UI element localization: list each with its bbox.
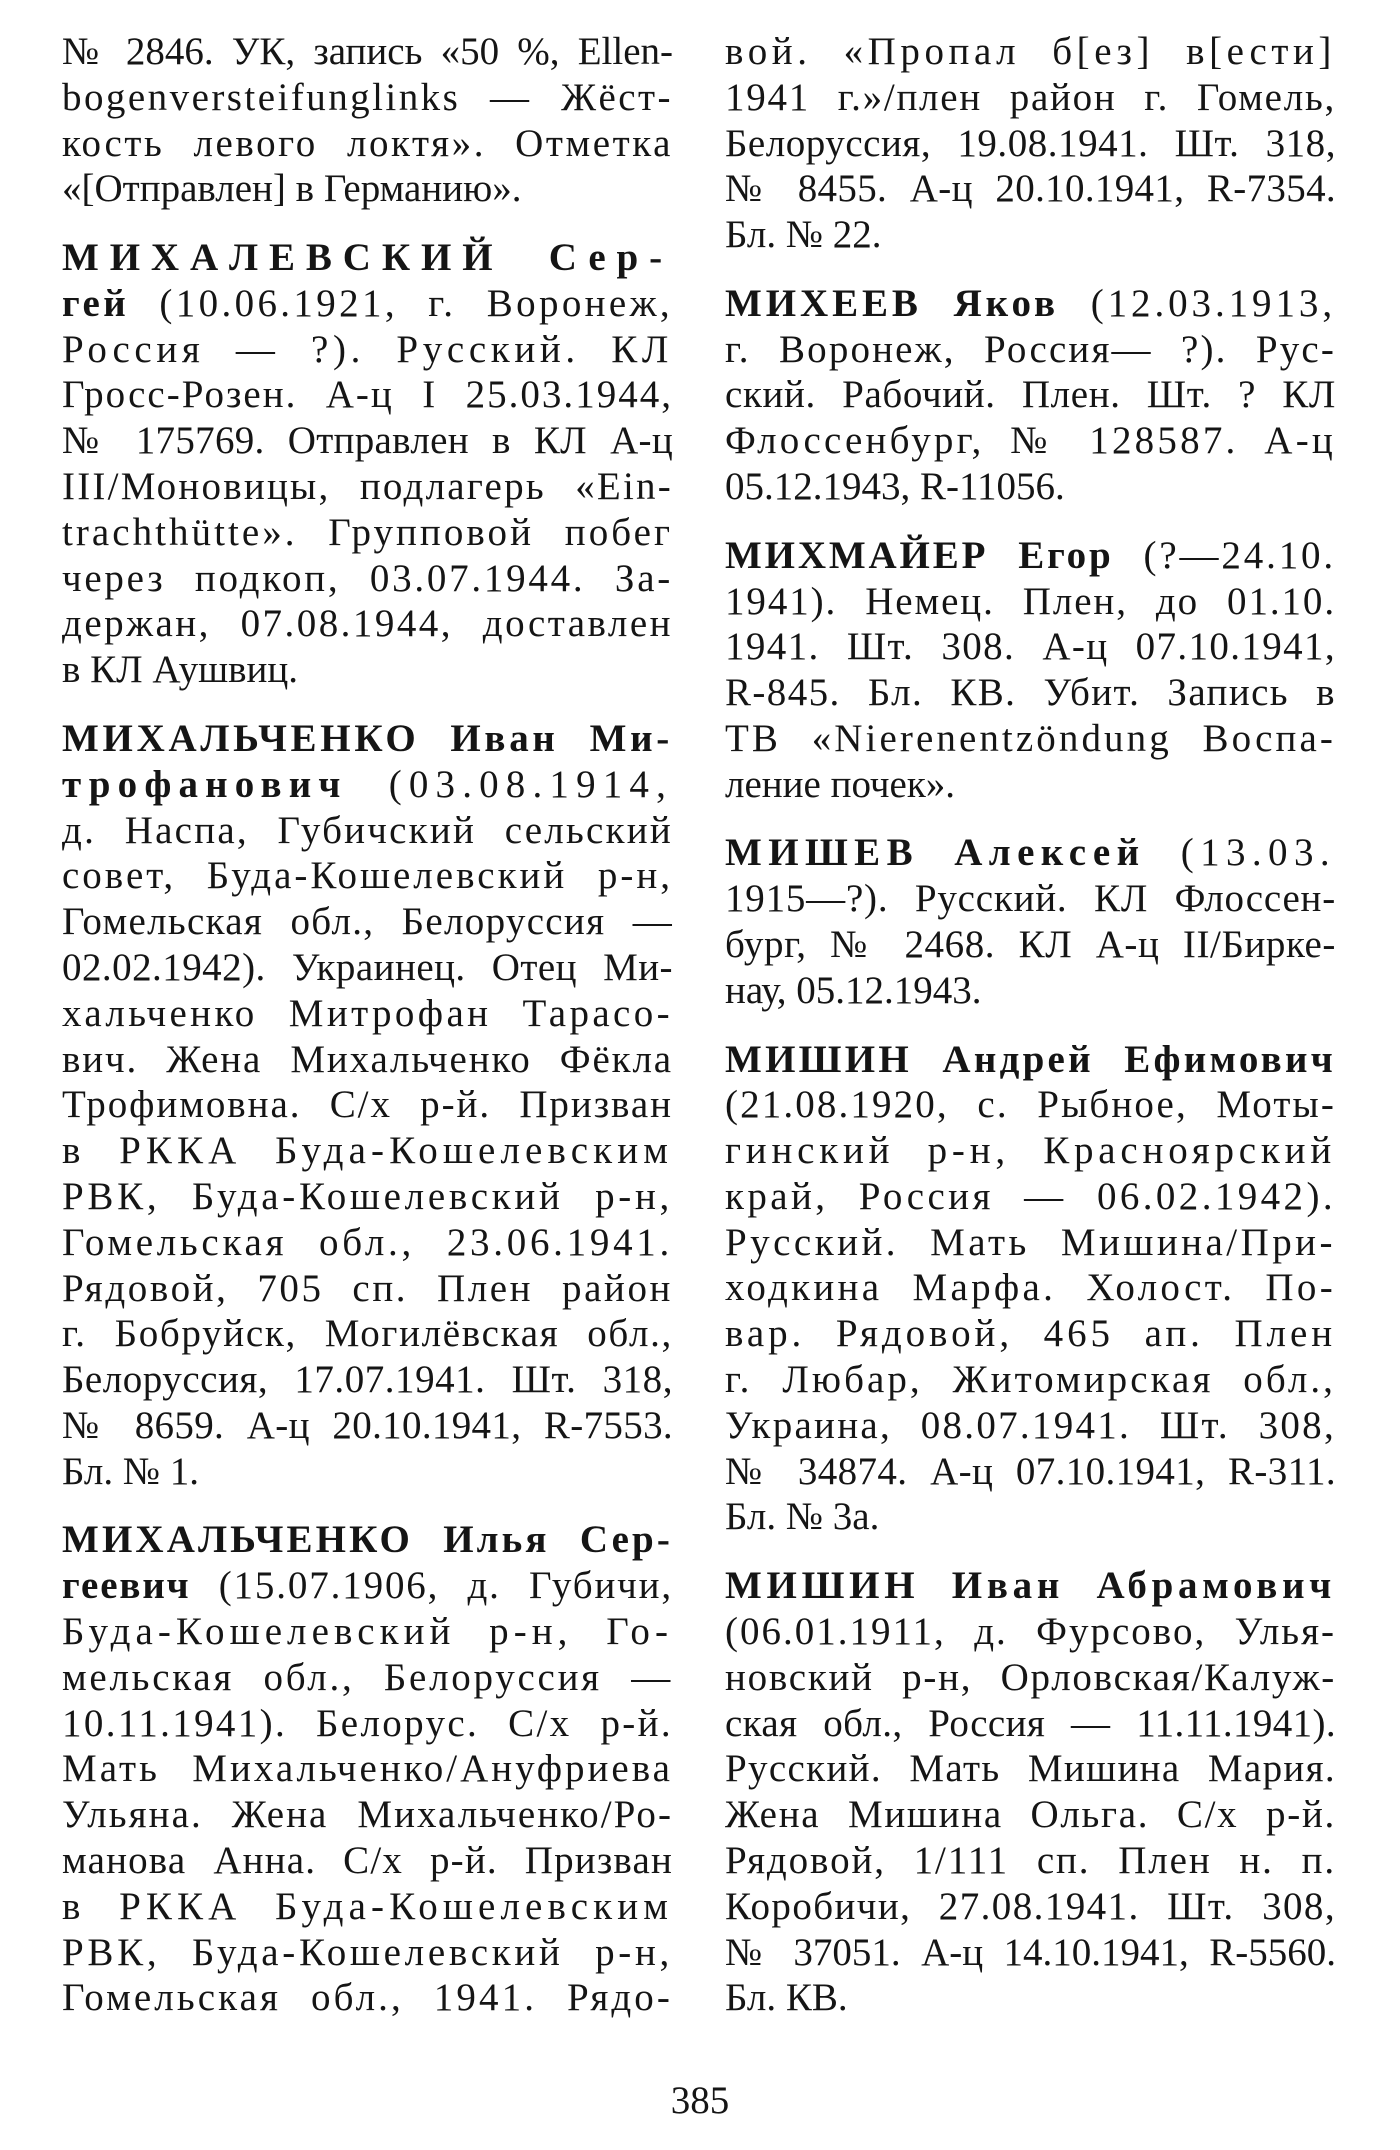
text-line [62, 945, 673, 991]
text-line [62, 1838, 673, 1884]
entry-text: trachthütte». Групповой побег [62, 510, 673, 554]
text-line [62, 899, 673, 945]
entry-name: МИШИН Иван Абрамович [725, 1564, 1336, 1608]
text-line [62, 1701, 673, 1747]
text-line [725, 670, 1336, 716]
text-line [62, 464, 673, 510]
left-column [62, 29, 673, 2021]
text-line [725, 327, 1336, 373]
entry-text: Гомельская обл., 1941. Рядо- [62, 1976, 673, 2020]
text-line [725, 533, 1336, 579]
entry-name: геевич [62, 1564, 191, 1608]
text-line [725, 1975, 1336, 2021]
text-line [62, 1746, 673, 1792]
entry-text: (21.08.1920, с. Рыбное, Моты- [725, 1083, 1336, 1127]
entry-text: Русский. Мать Мишина Мария. [725, 1747, 1336, 1791]
text-line [62, 281, 673, 327]
entry-text: № 34874. А-ц 07.10.1941, R-311. [725, 1449, 1336, 1493]
text-line [62, 1930, 673, 1976]
text-line [725, 1609, 1336, 1655]
entry-text: ТВ «Nierenentzöndung Воспа- [725, 716, 1336, 760]
entry-text: ская обл., Россия — 11.11.1941). [725, 1701, 1336, 1745]
entry [62, 235, 673, 693]
entry-text: г. Воронеж, Россия— ?). Рус- [725, 327, 1336, 371]
text-line [725, 1884, 1336, 1930]
entry-text: Россия — ?). Русский. КЛ [62, 327, 673, 371]
entry-text: Буда-Кошелевский р-н, Го- [62, 1609, 673, 1653]
entry-text: вич. Жена Михальченко Фёкла [62, 1037, 673, 1081]
entry-text: через подкоп, 03.07.1944. За- [62, 556, 673, 600]
entry-name: МИШЕВ Алексей [725, 831, 1146, 875]
entry-text: Мать Михальченко/Ануфриева [62, 1747, 673, 1791]
text-line [62, 29, 673, 75]
text-line [62, 762, 673, 808]
text-line [725, 1701, 1336, 1747]
entry-text: гинский р-н, Красноярский [725, 1129, 1336, 1173]
text-line [725, 1082, 1336, 1128]
entry-text: (10.06.1921, г. Воронеж, [129, 281, 673, 325]
text-line [725, 876, 1336, 922]
text-line [725, 579, 1336, 625]
entry-text: Флоссенбург, № 128587. А-ц [725, 419, 1336, 463]
page-number: 385 [670, 2079, 730, 2122]
entry-text: Рядовой, 705 сп. Плен район [62, 1266, 673, 1310]
entry-text: № 37051. А-ц 14.10.1941, R-5560. [725, 1930, 1336, 1974]
text-line [725, 1265, 1336, 1311]
entry-text: Русский. Мать Мишина/При- [725, 1220, 1336, 1264]
text-line [62, 1884, 673, 1930]
text-line [725, 1037, 1336, 1083]
text-line [62, 1975, 673, 2021]
right-column [725, 29, 1336, 2021]
text-line [62, 121, 673, 167]
entry-text: 05.12.1943, R-11056. [725, 465, 1065, 509]
text-line [62, 556, 673, 602]
entry-text: край, Россия — 06.02.1942). [725, 1174, 1336, 1218]
text-line [725, 1792, 1336, 1838]
text-line [62, 1220, 673, 1266]
entry [725, 1563, 1336, 2021]
text-line [62, 1563, 673, 1609]
entry [62, 1517, 673, 2021]
entry-text: «[Отправлен] в Германию». [62, 167, 522, 211]
text-line [62, 1449, 673, 1495]
entry-text: кость левого локтя». Отметка [62, 121, 673, 165]
text-line [62, 372, 673, 418]
text-line [725, 968, 1336, 1014]
entry-text: Гомельская обл., Белоруссия — [62, 900, 673, 944]
text-line [725, 166, 1336, 212]
entry-text: (06.01.1911, д. Фурсово, Улья- [725, 1609, 1336, 1653]
text-line [725, 1930, 1336, 1976]
text-line [62, 1609, 673, 1655]
entry-text: № 8659. А-ц 20.10.1941, R-7553. [62, 1403, 673, 1447]
text-line [62, 1403, 673, 1449]
entry-name: МИХАЛЬЧЕНКО Иван Ми- [62, 716, 673, 760]
entry-text: III/Моновицы, подлагерь «Ein- [62, 465, 673, 509]
entry-text: № 2846. УК, запись «50 %, Ellen- [62, 30, 673, 73]
entry-name: МИХЕЕВ Яков [725, 281, 1059, 325]
entry [725, 533, 1336, 808]
entry-text: нау, 05.12.1943. [725, 968, 982, 1012]
text-line [725, 1449, 1336, 1495]
entry-text: Коробичи, 27.08.1941. Шт. 308, [725, 1884, 1336, 1928]
entry-text: Украина, 08.07.1941. Шт. 308, [725, 1403, 1336, 1447]
entry-text: (15.07.1906, д. Губичи, [190, 1564, 673, 1608]
entry-text: R-845. Бл. КВ. Убит. Запись в [725, 671, 1336, 715]
text-line [725, 372, 1336, 418]
text-line [725, 281, 1336, 327]
text-line [725, 1128, 1336, 1174]
entry-text: (03.08.1914, [347, 762, 673, 806]
text-line [62, 808, 673, 854]
text-line [725, 1311, 1336, 1357]
text-line [62, 1792, 673, 1838]
entry-text: вой. «Пропал б[ез] в[ести] [725, 30, 1336, 73]
text-line [62, 601, 673, 647]
text-line [62, 991, 673, 1037]
entry-text: 1941. Шт. 308. А-ц 07.10.1941, [725, 625, 1336, 669]
entry-name: МИХАЛЬЧЕНКО Илья Сер- [62, 1518, 673, 1562]
text-line [725, 464, 1336, 510]
text-line [725, 29, 1336, 75]
entry-text: № 8455. А-ц 20.10.1941, R-7354. [725, 167, 1336, 211]
text-line [62, 1082, 673, 1128]
entry-text: бург, № 2468. КЛ А-ц II/Бирке- [725, 923, 1336, 967]
entry-text: РВК, Буда-Кошелевский р-н, [62, 1174, 673, 1218]
entry-text: ление почек». [725, 762, 956, 806]
entry-text: 02.02.1942). Украинец. Отец Ми- [62, 945, 673, 989]
text-line [62, 510, 673, 556]
text-line [725, 1563, 1336, 1609]
entry-text: Бл. № 3а. [725, 1495, 880, 1539]
entry-text: bogenversteifunglinks — Жёст- [62, 75, 673, 119]
entry-text: держан, 07.08.1944, доставлен [62, 602, 673, 646]
text-line [725, 1494, 1336, 1540]
text-line [62, 75, 673, 121]
entry-text: 1915—?). Русский. КЛ Флоссен- [725, 877, 1336, 921]
entry-text: г. Бобруйск, Могилёвская обл., [62, 1312, 673, 1356]
text-line [725, 1838, 1336, 1884]
text-line [725, 1403, 1336, 1449]
text-line [725, 762, 1336, 808]
entry-text: Бл. № 1. [62, 1449, 200, 1493]
entry-text: Белоруссия, 17.07.1941. Шт. 318, [62, 1358, 673, 1402]
text-line [725, 1746, 1336, 1792]
entry-text: РВК, Буда-Кошелевский р-н, [62, 1930, 673, 1974]
entry-text: д. Наспа, Губичский сельский [62, 808, 673, 852]
text-line [725, 1357, 1336, 1403]
entry-text: Белоруссия, 19.08.1941. Шт. 318, [725, 121, 1336, 165]
text-line [725, 830, 1336, 876]
text-line [725, 716, 1336, 762]
entry-text: (?—24.10. [1113, 533, 1336, 577]
text-line [62, 853, 673, 899]
entry-text: (12.03.1913, [1058, 281, 1336, 325]
entry [725, 830, 1336, 1013]
entry-text: совет, Буда-Кошелевский р-н, [62, 854, 673, 898]
text-line [62, 647, 673, 693]
entry-text: в КЛ Аушвиц. [62, 648, 299, 692]
entry-text: манова Анна. С/х р-й. Призван [62, 1838, 673, 1882]
text-line [62, 716, 673, 762]
entry-text: ский. Рабочий. Плен. Шт. ? КЛ [725, 373, 1336, 417]
text-line [725, 1655, 1336, 1701]
text-line [62, 1655, 673, 1701]
entry [725, 29, 1336, 258]
entry-name: МИШИН Андрей Ефимович [725, 1037, 1336, 1081]
entry [62, 716, 673, 1495]
entry [725, 281, 1336, 510]
text-line [725, 922, 1336, 968]
text-line [62, 166, 673, 212]
entry-text: ходкина Марфа. Холост. По- [725, 1266, 1336, 1310]
text-line [725, 1220, 1336, 1266]
text-line [62, 1174, 673, 1220]
text-line [725, 418, 1336, 464]
entry-text: Гомельская обл., 23.06.1941. [62, 1220, 673, 1264]
entry [725, 1037, 1336, 1541]
entry-name: трофанович [62, 762, 348, 806]
entry-text: вар. Рядовой, 465 ап. Плен [725, 1312, 1336, 1356]
entry-text: Рядовой, 1/111 сп. Плен н. п. [725, 1838, 1336, 1882]
entry-name: МИХАЛЕВСКИЙ Сер- [62, 236, 673, 280]
entry-text: г. Любар, Житомирская обл., [725, 1358, 1336, 1402]
entry-name: МИХМАЙЕР Егор [725, 533, 1114, 577]
text-line [725, 1174, 1336, 1220]
entry-text: хальченко Митрофан Тарасо- [62, 991, 673, 1035]
text-line [62, 235, 673, 281]
entry-text: № 175769. Отправлен в КЛ А-ц [62, 419, 673, 463]
entry-text: мельская обл., Белоруссия — [62, 1655, 673, 1699]
text-line [62, 418, 673, 464]
entry-text: в РККА Буда-Кошелевским [62, 1884, 673, 1928]
entry-text: 1941 г.»/плен район г. Гомель, [725, 75, 1336, 119]
text-line [62, 1311, 673, 1357]
entry-text: Трофимовна. С/х р-й. Призван [62, 1083, 673, 1127]
text-line [62, 1357, 673, 1403]
text-line [725, 624, 1336, 670]
entry-name: гей [62, 281, 130, 325]
text-line [62, 1517, 673, 1563]
entry-text: 1941). Немец. Плен, до 01.10. [725, 579, 1336, 623]
entry-text: новский р-н, Орловская/Калуж- [725, 1655, 1336, 1699]
entry-text: Бл. № 22. [725, 213, 882, 257]
entry-text: Бл. КВ. [725, 1976, 848, 2020]
entry [62, 29, 673, 212]
text-line [62, 327, 673, 373]
text-line [62, 1266, 673, 1312]
text-line [62, 1037, 673, 1083]
entry-text: Ульяна. Жена Михальченко/Ро- [62, 1793, 673, 1837]
text-line [725, 121, 1336, 167]
entry-text: в РККА Буда-Кошелевским [62, 1129, 673, 1173]
entry-text: (13.03. [1145, 831, 1336, 875]
entry-text: 10.11.1941). Белорус. С/х р-й. [62, 1701, 673, 1745]
entry-text: Гросс-Розен. А-ц I 25.03.1944, [62, 373, 673, 417]
text-line [725, 212, 1336, 258]
text-line [62, 1128, 673, 1174]
text-line [725, 75, 1336, 121]
entry-text: Жена Мишина Ольга. С/х р-й. [725, 1793, 1336, 1837]
